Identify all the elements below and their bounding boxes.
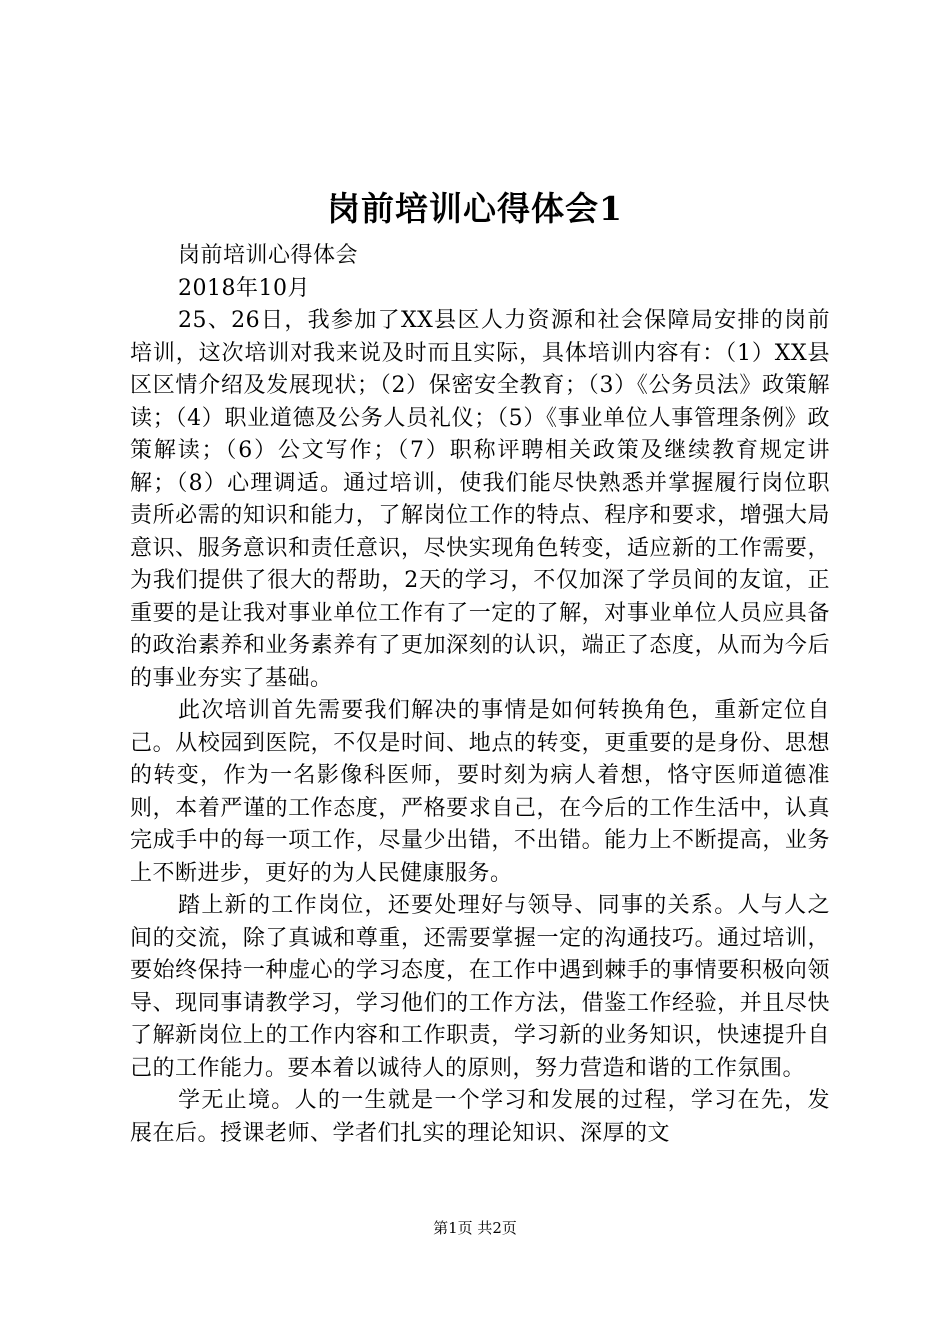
document-date: 2018年10月 [178, 275, 310, 301]
paragraph-1: 25、26日，我参加了XX县区人力资源和社会保障局安排的岗前培训，这次培训对我来说及时而且实际，具体培训内容有：（1）XX县区区情介绍及发展现状；（2）保密安全教育；（3）《公务员法》政策解读；（4）职业道德及公务人员礼仪；（5）《事业单位人事管理条例》政策解读；（6）公文写作；（7）职称评聘相关政策及继续教育规定讲解；（8）心理调适。通过培训，使我们能尽快熟悉并掌握履行岗位职责所必需的知识和能力，了解岗位工作的特点、程序和要求，增强大局意识、服务意识和责任意识，尽快实现角色转变，适应新的工作需要，为我们提供了很大的帮助，2天的学习，不仅加深了学员间的友谊，正重要的是让我对事业单位工作有了一定的了解，对事业单位人员应具备的政治素养和业务素养有了更加深刻的认识，端正了态度，从而为今后的事业夯实了基础。 [130, 308, 830, 691]
document-title: 岗前培训心得体会1 [327, 189, 623, 228]
document-subtitle: 岗前培训心得体会 [178, 243, 359, 268]
document-body [130, 240, 830, 1150]
page-number-footer: 第1页 共2页 [433, 1219, 517, 1237]
paragraph-2: 此次培训首先需要我们解决的事情是如何转换角色，重新定位自己。从校园到医院，不仅是时间、地点的转变，更重要的是身份、思想的转变，作为一名影像科医师，要时刻为病人着想，恪守医师道德准则，本着严谨的工作态度，严格要求自己，在今后的工作生活中，认真完成手中的每一项工作，尽量少出错，不出错。能力上不断提高，业务上不断进步，更好的为人民健康服务。 [130, 698, 830, 886]
paragraph-3: 踏上新的工作岗位，还要处理好与领导、同事的关系。人与人之间的交流，除了真诚和尊重，还需要掌握一定的沟通技巧。通过培训，要始终保持一种虚心的学习态度，在工作中遇到棘手的事情要积极向领导、现同事请教学习，学习他们的工作方法，借鉴工作经验，并且尽快了解新岗位上的工作内容和工作职责，学习新的业务知识，快速提升自己的工作能力。要本着以诚待人的原则，努力营造和谐的工作氛围。 [130, 893, 830, 1081]
paragraph-4: 学无止境。人的一生就是一个学习和发展的过程，学习在先，发展在后。授课老师、学者们扎实的理论知识、深厚的文 [130, 1088, 830, 1146]
